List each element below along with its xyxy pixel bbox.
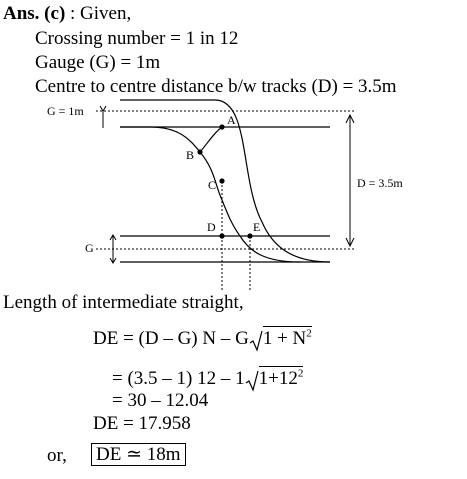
- point-b-marker: [197, 149, 202, 154]
- point-a-marker: [219, 124, 224, 129]
- equation-1-lhs: DE = (D – G) N – G: [93, 328, 249, 349]
- answer-given: : Given,: [65, 3, 132, 24]
- distance-label: D = 3.5m: [357, 176, 403, 190]
- equation-1-radical: [249, 326, 312, 348]
- point-b-label: B: [186, 148, 195, 162]
- point-d-marker: [219, 233, 224, 238]
- equation-2-lhs: = (3.5 – 1) 12 – 1: [112, 368, 245, 389]
- equation-2-radical: [245, 366, 304, 388]
- equation-1-radicand: $1 + N^2$: [262, 327, 312, 349]
- equation-4: DE = 17.958: [93, 413, 191, 434]
- bottom-gauge-label: G: [85, 241, 94, 255]
- solution-heading: Length of intermediate straight,: [3, 292, 244, 313]
- equation-1: [93, 326, 312, 348]
- point-c-label: C: [208, 178, 217, 192]
- point-d-label: D: [207, 220, 216, 234]
- point-c-marker: [219, 178, 224, 183]
- equation-3: = 30 – 12.04: [112, 390, 209, 411]
- point-e-label: E: [253, 220, 261, 234]
- equation-2: [112, 366, 303, 388]
- equation-2-radicand: $1+12^2$: [258, 367, 304, 389]
- given-crossing-number: Crossing number = 1 in 12: [35, 28, 239, 49]
- given-gauge: Gauge (G) = 1m: [35, 52, 161, 73]
- point-e-marker: [247, 233, 252, 238]
- final-answer-box: DE ≃ 18m: [91, 443, 186, 466]
- given-distance: Centre to centre distance b/w tracks (D) = 3.5m: [35, 76, 397, 97]
- or-label: or,: [47, 445, 67, 466]
- radical-sign-icon: [249, 330, 263, 352]
- point-a-label: A: [227, 113, 236, 127]
- top-gauge-label: G = 1m: [47, 104, 84, 118]
- radical-sign-icon: [245, 370, 259, 392]
- answer-label: Ans. (c): [3, 3, 66, 24]
